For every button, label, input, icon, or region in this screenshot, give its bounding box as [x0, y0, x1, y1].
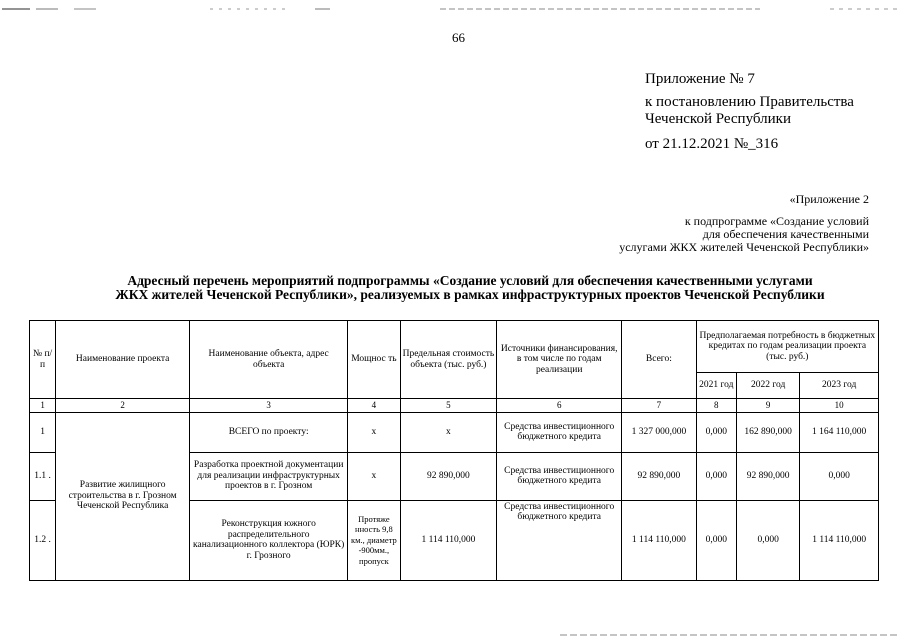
- row-cost: 1 114 110,000: [400, 500, 497, 580]
- column-number: 1: [30, 399, 56, 413]
- row-capacity: Протяже нность 9,8 км., диаметр -900мм., пропуск: [348, 500, 400, 580]
- appendix-date: от 21.12.2021 №_316: [645, 136, 779, 152]
- appendix-title: Приложение № 7: [645, 71, 755, 87]
- header-capacity: Мощнос ть: [348, 321, 400, 399]
- column-number: 8: [696, 399, 736, 413]
- header-year-2021: 2021 год: [696, 373, 736, 399]
- row-2022: 0,000: [736, 500, 799, 580]
- header-project: Наименование проекта: [56, 321, 190, 399]
- appendix-header: [645, 71, 854, 153]
- row-capacity: х: [348, 452, 400, 500]
- scan-artifact-bottom: [560, 632, 900, 638]
- row-2022: 92 890,000: [736, 452, 799, 500]
- document-title: [40, 274, 900, 302]
- project-name: Развитие жилищного строительства в г. Грозном Чеченской Республика: [56, 412, 190, 580]
- row-sources: Средства инвестиционного бюджетного кредита: [497, 452, 622, 500]
- sub-appendix-line: для обеспечения качественными: [702, 227, 869, 241]
- row-2023: 0,000: [800, 452, 879, 500]
- title-line: Адресный перечень мероприятий подпрограммы «Создание условий для обеспечения качественными услугами: [127, 273, 813, 288]
- row-2023: 1 114 110,000: [800, 500, 879, 580]
- header-year-2022: 2022 год: [736, 373, 799, 399]
- header-year-2023: 2023 год: [800, 373, 879, 399]
- row-2021: 0,000: [696, 412, 736, 452]
- header-sources: Источники финансирования, в том числе по годам реализации: [497, 321, 622, 399]
- column-number: 7: [622, 399, 697, 413]
- title-line: ЖКХ жителей Чеченской Республики», реализуемых в рамках инфраструктурных проектов Чеченской Республики: [115, 287, 825, 302]
- row-2021: 0,000: [696, 452, 736, 500]
- sub-appendix-header: [619, 193, 869, 254]
- sub-appendix-line: услугами ЖКХ жителей Чеченской Республики»: [619, 240, 869, 254]
- header-num: № п/ п: [30, 321, 56, 399]
- column-number: 6: [497, 399, 622, 413]
- row-total: 1 327 000,000: [622, 412, 697, 452]
- table-row: [30, 412, 879, 452]
- projects-table: [29, 320, 879, 581]
- row-sources: Средства инвестиционного бюджетного кредита: [497, 500, 622, 580]
- row-object: Разработка проектной документации для реализации инфраструктурных проектов в г. Грозном: [190, 452, 348, 500]
- row-cost: 92 890,000: [400, 452, 497, 500]
- row-2022: 162 890,000: [736, 412, 799, 452]
- row-2021: 0,000: [696, 500, 736, 580]
- column-number: 2: [56, 399, 190, 413]
- appendix-line: к постановлению Правительства: [645, 94, 854, 110]
- column-number: 5: [400, 399, 497, 413]
- column-number: 10: [800, 399, 879, 413]
- row-num: 1: [30, 412, 56, 452]
- page-number: 66: [452, 30, 465, 45]
- row-sources: Средства инвестиционного бюджетного кредита: [497, 412, 622, 452]
- column-number: 3: [190, 399, 348, 413]
- sub-appendix-line: к подпрограмме «Создание условий: [684, 214, 869, 228]
- row-num: 1.1 .: [30, 452, 56, 500]
- row-object: Реконструкция южного распределительного канализационного коллектора (ЮРК) г. Грозного: [190, 500, 348, 580]
- header-need: Предполагаемая потребность в бюджетных кредитах по годам реализации проекта (тыс. руб.): [696, 321, 878, 373]
- appendix-line: Чеченской Республики: [645, 111, 791, 127]
- row-object: ВСЕГО по проекту:: [190, 412, 348, 452]
- header-object: Наименование объекта, адрес объекта: [190, 321, 348, 399]
- column-number: 4: [348, 399, 400, 413]
- sub-appendix-title: «Приложение 2: [789, 192, 869, 206]
- header-total: Всего:: [622, 321, 697, 399]
- row-cost: х: [400, 412, 497, 452]
- row-num: 1.2 .: [30, 500, 56, 580]
- row-total: 1 114 110,000: [622, 500, 697, 580]
- row-capacity: х: [348, 412, 400, 452]
- scan-artifact-top: [0, 6, 905, 12]
- row-total: 92 890,000: [622, 452, 697, 500]
- header-cost: Предельная стоимость объекта (тыс. руб.): [400, 321, 497, 399]
- column-number: 9: [736, 399, 799, 413]
- row-2023: 1 164 110,000: [800, 412, 879, 452]
